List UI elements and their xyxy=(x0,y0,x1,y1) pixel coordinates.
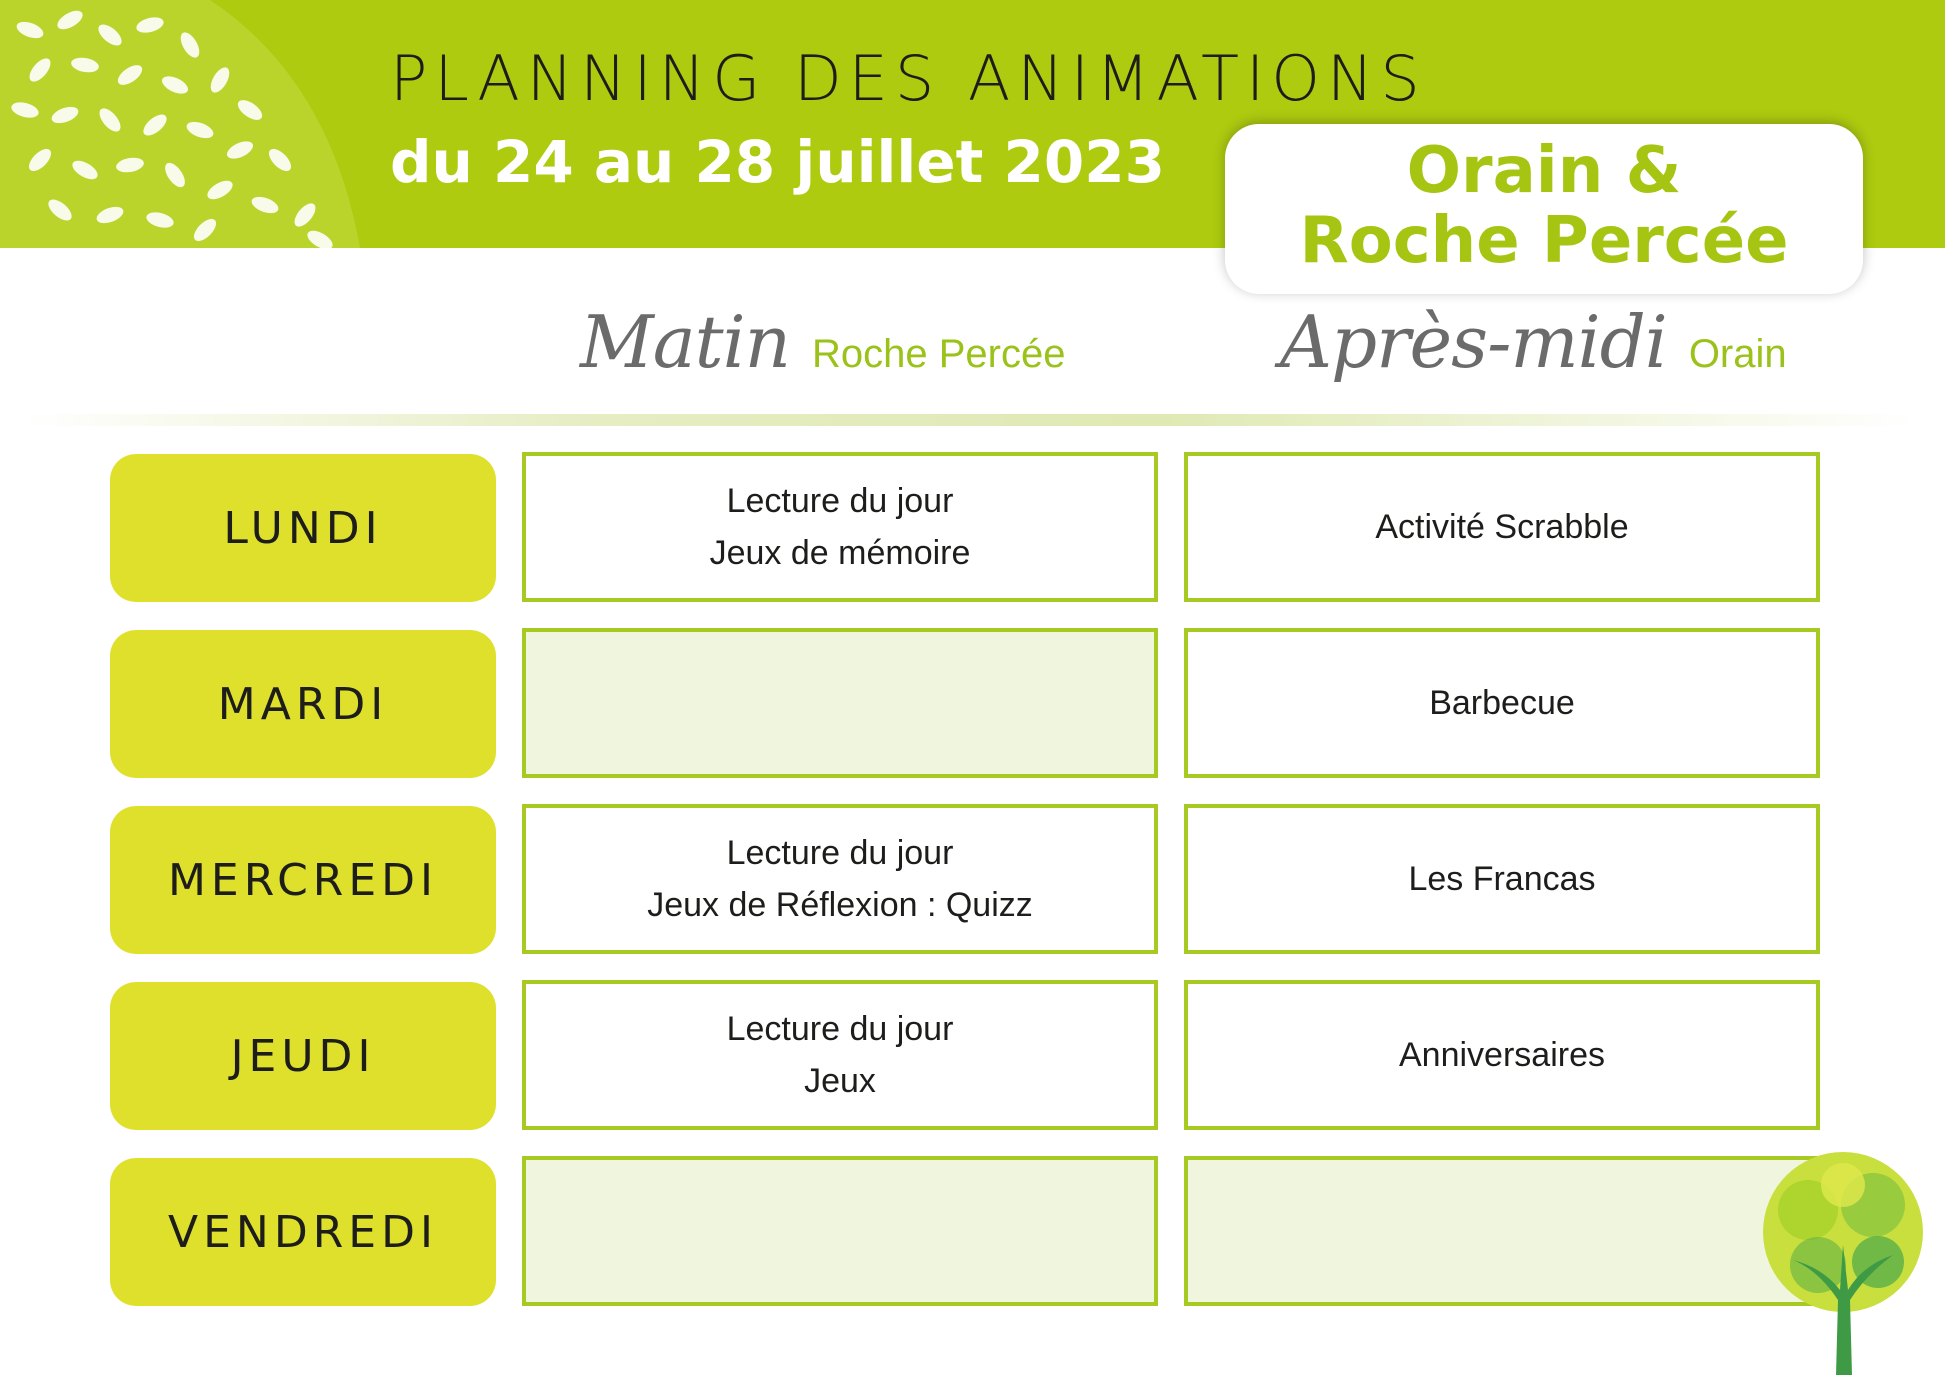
activity: Lecture du jour xyxy=(726,482,954,520)
morning-site: Roche Percée xyxy=(811,332,1066,376)
activity: Les Francas xyxy=(1408,860,1596,898)
cell-lundi-afternoon xyxy=(1184,452,1820,602)
tree-logo-icon xyxy=(1748,1150,1938,1375)
date-range: du 24 au 28 juillet 2023 xyxy=(390,128,1165,196)
activity: Jeux de Réflexion : Quizz xyxy=(647,886,1033,924)
afternoon-site: Orain xyxy=(1688,332,1787,376)
cell-mercredi-afternoon xyxy=(1184,804,1820,954)
site-name-line2: Roche Percée xyxy=(1299,204,1789,278)
cell-jeudi-afternoon xyxy=(1184,980,1820,1130)
site-name-line1: Orain & xyxy=(1406,134,1682,208)
morning-label: Matin xyxy=(580,300,790,384)
day-label-vendredi: VENDREDI xyxy=(110,1158,496,1306)
day-label-mercredi: MERCREDI xyxy=(110,806,496,954)
day-label-lundi: LUNDI xyxy=(110,454,496,602)
activity: Barbecue xyxy=(1429,684,1575,722)
cell-mardi-morning xyxy=(522,628,1158,778)
activity: Anniversaires xyxy=(1399,1036,1605,1074)
afternoon-label: Après-midi xyxy=(1280,300,1667,384)
activity: Activité Scrabble xyxy=(1375,508,1629,546)
cell-jeudi-morning xyxy=(522,980,1158,1130)
cell-vendredi-afternoon xyxy=(1184,1156,1820,1306)
afternoon-column-header xyxy=(1280,300,1787,384)
activity: Lecture du jour xyxy=(726,834,954,872)
header-divider xyxy=(20,414,1920,426)
cell-mercredi-morning xyxy=(522,804,1158,954)
cell-lundi-morning xyxy=(522,452,1158,602)
site-name-card xyxy=(1225,124,1863,294)
cell-vendredi-morning xyxy=(522,1156,1158,1306)
morning-column-header xyxy=(580,300,1065,384)
cell-mardi-afternoon xyxy=(1184,628,1820,778)
activity: Jeux de mémoire xyxy=(709,534,971,572)
page-title: PLANNING DES ANIMATIONS xyxy=(390,42,1427,115)
leaf-cluster-icon xyxy=(0,0,380,248)
day-label-mardi: MARDI xyxy=(110,630,496,778)
day-label-jeudi: JEUDI xyxy=(110,982,496,1130)
activity: Jeux xyxy=(804,1062,876,1100)
activity: Lecture du jour xyxy=(726,1010,954,1048)
